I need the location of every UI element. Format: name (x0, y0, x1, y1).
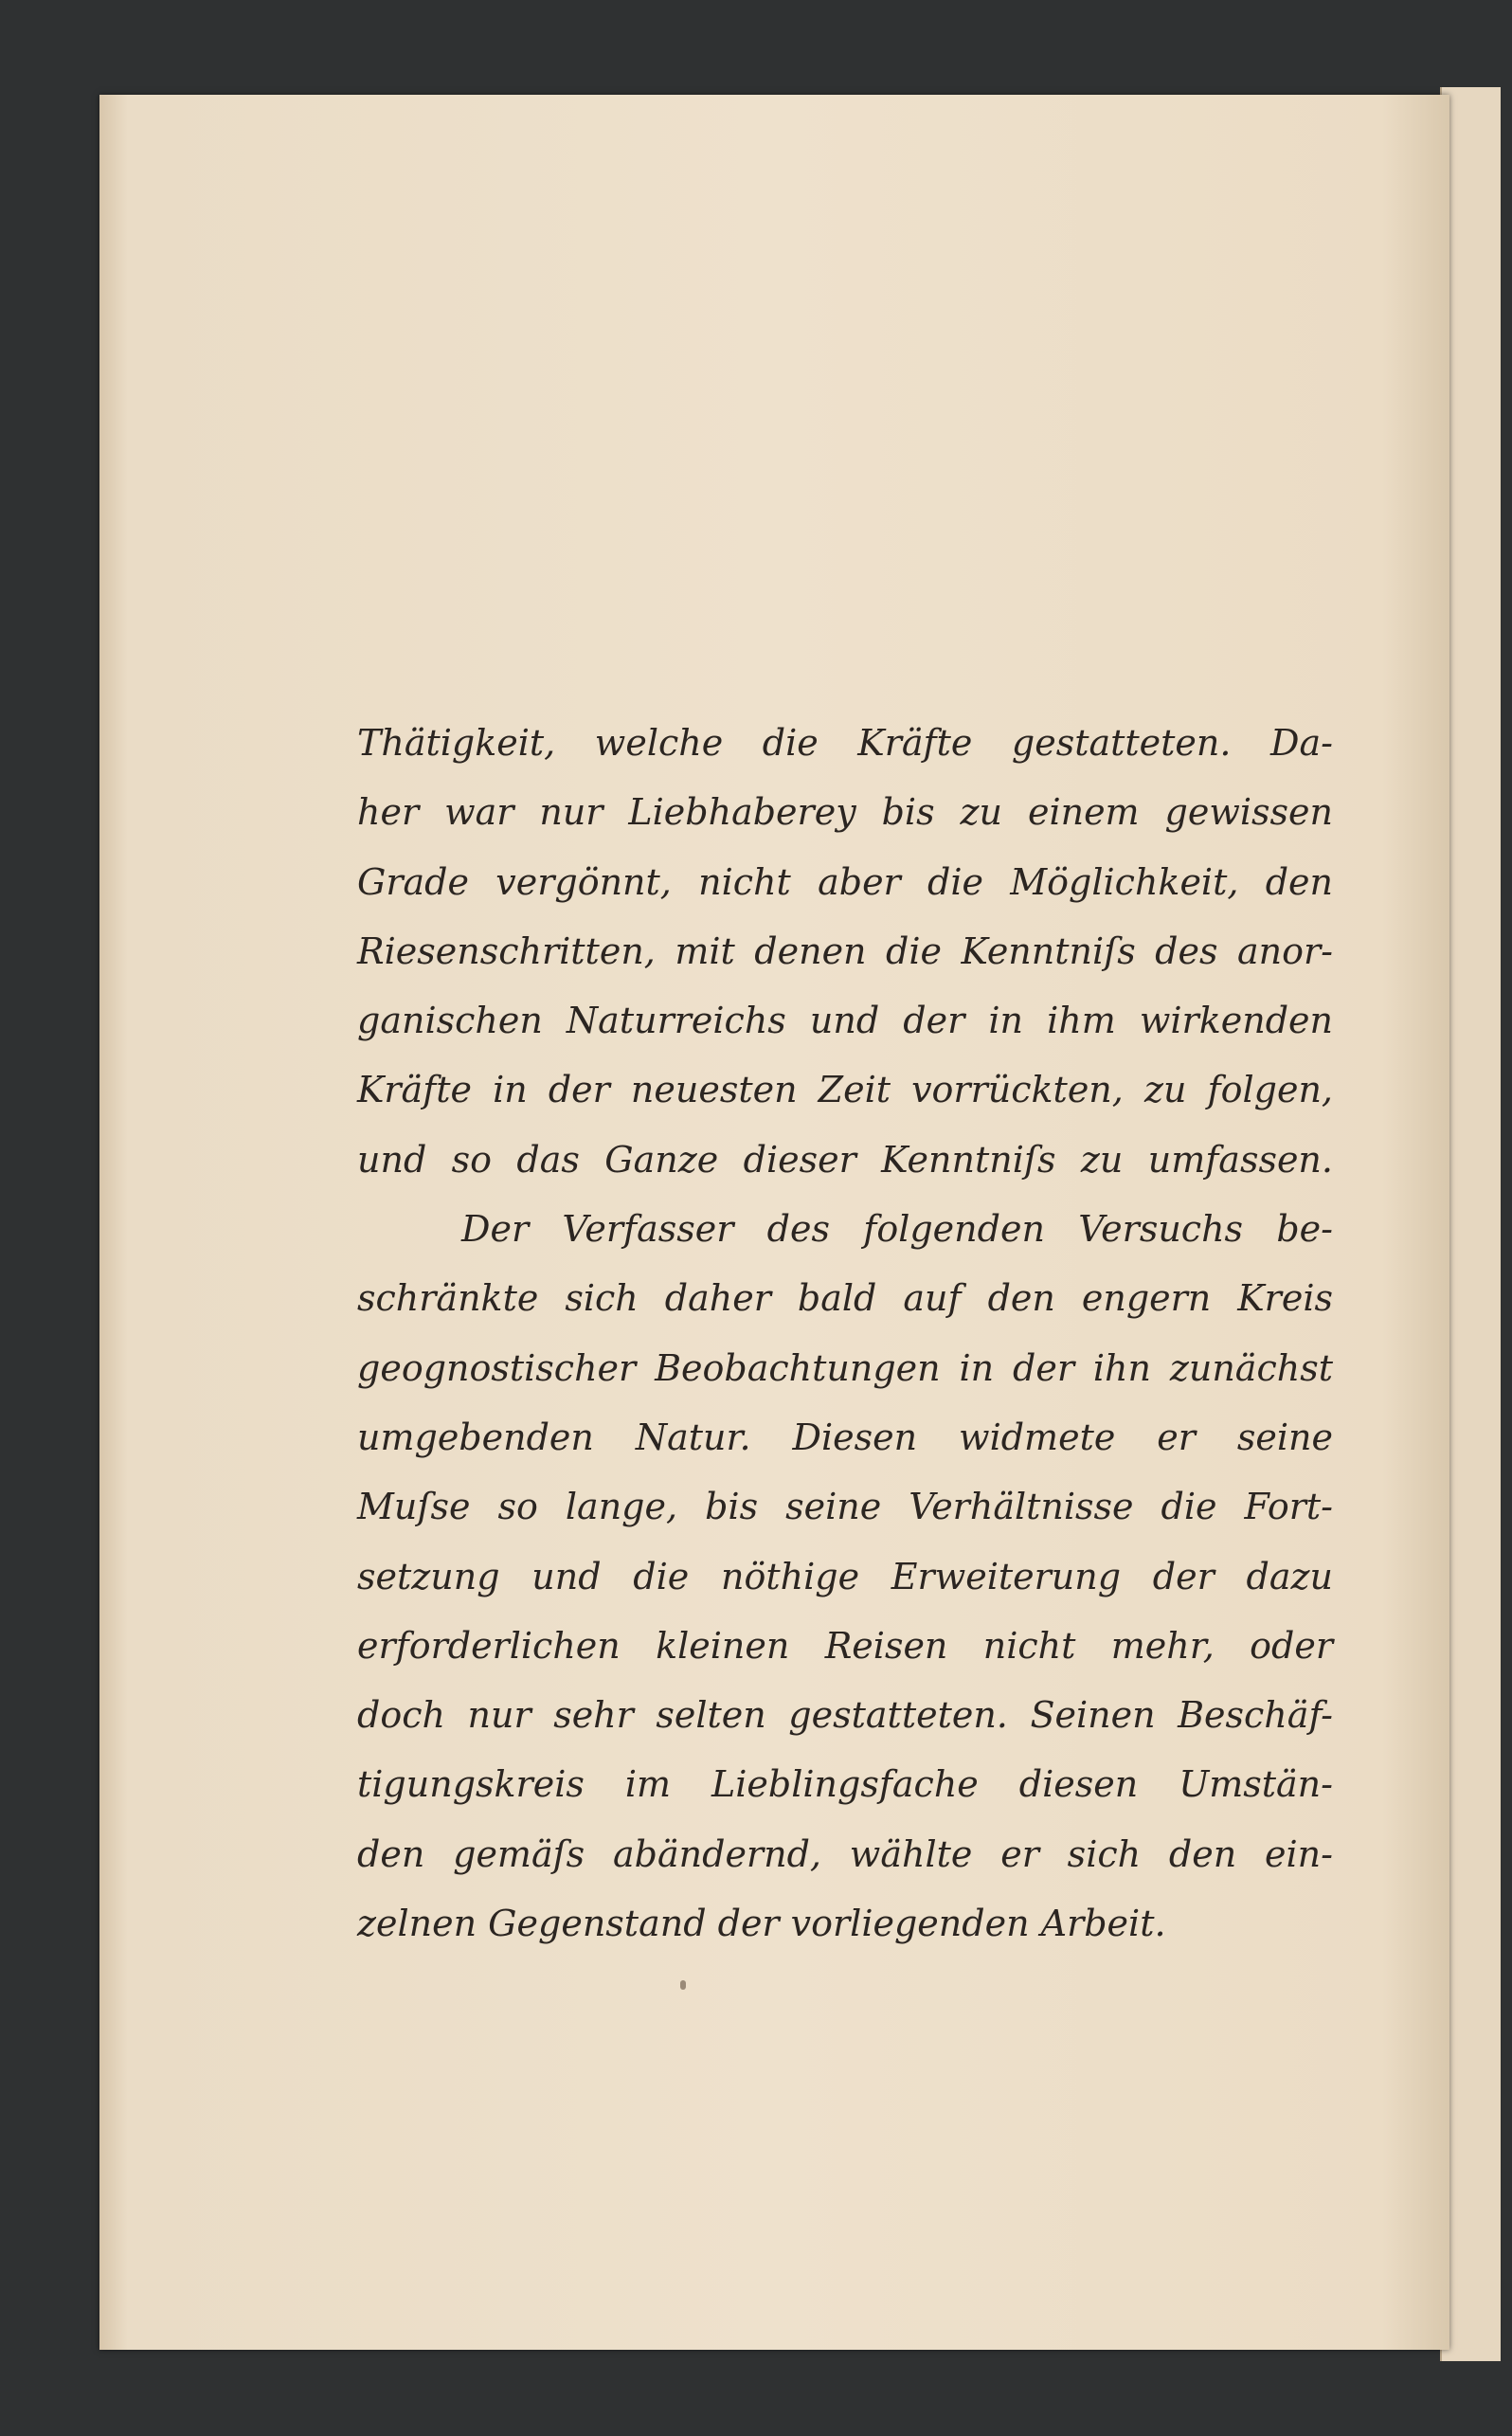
text-line: umgebenden Natur. Diesen widmete er seine (357, 1416, 1333, 1458)
text-line: tigungskreis im Lieblingsfache diesen Umstän- (357, 1763, 1333, 1806)
page-mark (680, 1980, 686, 1990)
text-line: Thätigkeit, welche die Kräfte gestatteten. Da- (357, 722, 1333, 764)
text-line: geognostischer Beobachtungen in der ihn zunächst (357, 1346, 1333, 1389)
text-line: setzung und die nöthige Erweiterung der dazu (357, 1555, 1333, 1597)
text-line: Kräfte in der neuesten Zeit vorrückten, zu folgen, (357, 1069, 1333, 1111)
book-page (99, 95, 1449, 2350)
text-line: doch nur sehr selten gestatteten. Seinen Beschäf- (357, 1694, 1333, 1737)
paragraph-start-line: Der Verfasser des folgenden Versuchs be- (461, 1208, 1333, 1251)
text-line: her war nur Liebhaberey bis zu einem gewissen (357, 791, 1333, 834)
text-line: Grade vergönnt, nicht aber die Möglichkeit, den (357, 860, 1333, 903)
text-line: zelnen Gegenstand der vorliegenden Arbeit. (357, 1903, 1166, 1945)
text-line: Muſse so lange, bis seine Verhältnisse die Fort- (357, 1486, 1333, 1528)
text-line: Riesenschritten, mit denen die Kenntniſs des anor- (357, 929, 1333, 972)
text-line: und so das Ganze dieser Kenntniſs zu umfassen. (357, 1138, 1333, 1181)
body-text (357, 709, 1333, 1958)
text-line: schränkte sich daher bald auf den engern Kreis (357, 1277, 1333, 1320)
text-line: erforderlichen kleinen Reisen nicht mehr, oder (357, 1624, 1333, 1667)
text-line: ganischen Naturreichs und der in ihm wirkenden (357, 1000, 1333, 1042)
text-line: den gemäſs abändernd, wählte er sich den ein- (357, 1832, 1333, 1875)
